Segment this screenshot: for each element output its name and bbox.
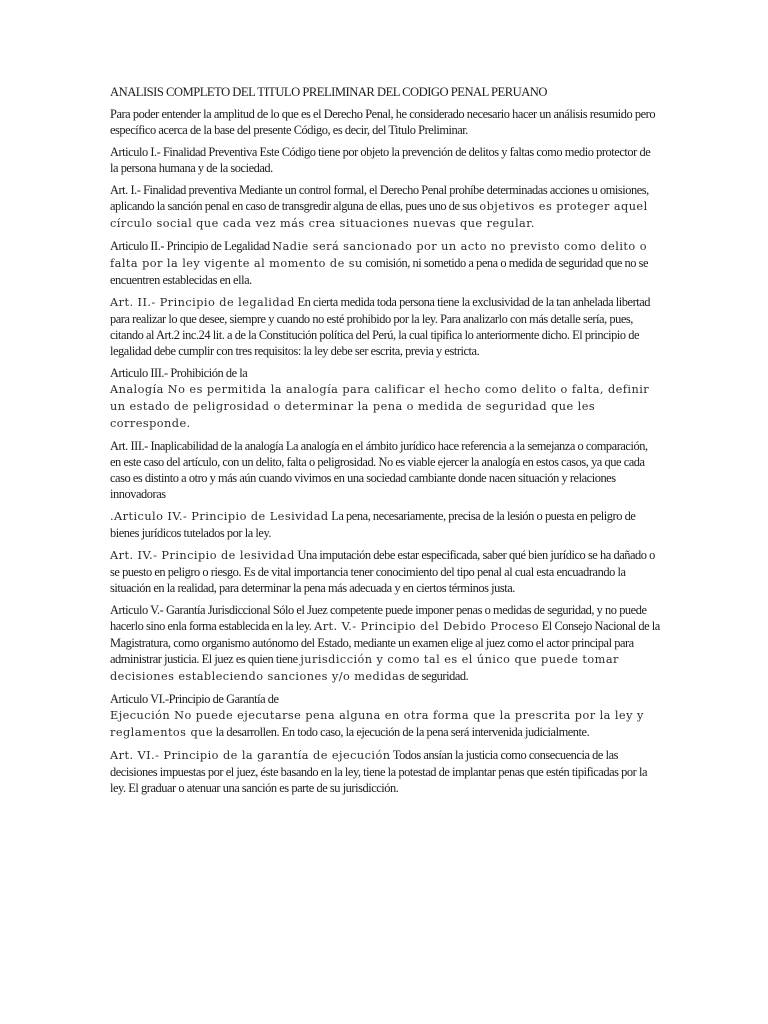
article-1-commentary	[110, 182, 660, 232]
article-1-commentary-wide: objetivos es proteger aquel círculo social que cada vez más crea situaciones nuevas que regular.	[110, 200, 648, 230]
article-3-text	[110, 365, 660, 432]
article-2-wide: Nadie será sancionado por un acto no previsto como delito o falta por la ley vigente al momento de su	[110, 240, 647, 270]
article-6-commentary-body: Todos ansían la justicia como consecuencia de las decisiones impuestas por el juez, éste basando en la ley, tiene la potestad de implantar penas que estén tipificadas por la ley. El graduar o atenuar una sanción es parte de su jurisdicción.	[110, 748, 648, 795]
article-1-text: Articulo I.- Finalidad Preventiva Este Código tiene por objeto la prevención de delitos y faltas como medio protector de la persona humana y de la sociedad.	[110, 145, 651, 175]
article-2-commentary	[110, 294, 660, 359]
article-4-body: La pena, necesariamente, precisa de la lesión o puesta en peligro de bienes jurídicos tutelados por la ley.	[110, 509, 636, 540]
article-5-commentary-tail: de seguridad.	[408, 669, 469, 683]
article-4-heading: .Articulo IV.- Principio de Lesividad	[110, 510, 329, 523]
article-4-commentary-body: Una imputación debe estar especificada, saber qué bien jurídico se ha dañado o se puesto en peligro o riesgo. Es de vital importancia tener conocimiento del tipo penal al cual esta encuadrando la situación en la realidad, para determinar la pena más adecuada y en ciertos términos justa.	[110, 548, 655, 595]
article-3-commentary: Art. III.- Inaplicabilidad de la analogía La analogía en el ámbito jurídico hace referencia a la semejanza o comparación, en este caso del artículo, con un delito, falta o peligrosidad. No es viable ejercer la analogía en estos casos, ya que cada caso es distinto a otro y más aún cuando vivimos en una sociedad cambiante donde nacen situación y relaciones innovadoras	[110, 439, 648, 501]
article-2-heading: Articulo II.- Principio de Legalidad	[110, 239, 270, 253]
article-2-commentary-heading: Art. II.- Principio de legalidad	[110, 296, 295, 309]
article-5-commentary-heading: Art. V.- Principio del Debido Proceso	[314, 620, 540, 633]
article-6-wide: Ejecución No puede ejecutarse pena alguna en otra forma que la prescrita por la ley y reglamentos que	[110, 709, 644, 739]
article-4-commentary	[110, 547, 660, 596]
document-page	[110, 84, 660, 802]
article-5-commentary-wide: jurisdicción y como tal es el único que puede tomar decisiones estableciendo sanciones y/o medidas	[110, 653, 619, 683]
article-2-text	[110, 238, 660, 288]
article-3-heading: Articulo III.- Prohibición de la	[110, 366, 248, 380]
article-5-body: Articulo V.- Garantía Jurisdiccional Sólo el Juez competente puede imponer penas o medidas de seguridad, y no puede hacerlo sino enla forma establecida en la ley.	[110, 603, 647, 633]
article-6-commentary	[110, 747, 660, 796]
article-1-commentary-lead: Art. I.- Finalidad preventiva Mediante un control formal, el Derecho Penal prohíbe determinadas acciones u omisiones, aplicando la sanción penal en caso de transgredir alguna de ellas, pues uno de sus	[110, 183, 649, 213]
article-5-text	[110, 602, 660, 685]
intro-paragraph: Para poder entender la amplitud de lo que es el Derecho Penal, he considerado necesario hacer un análisis resumido pero específico acerca de la base del presente Código, es decir, del Titulo Preliminar.	[110, 107, 656, 137]
article-4-text	[110, 508, 660, 541]
article-2-tail: comisión, ni sometido a pena o medida de seguridad que no se encuentren establecidas en ella.	[110, 256, 649, 287]
article-6-tail: la desarrollen. En todo caso, la ejecución de la pena será intervenida judicialmente.	[215, 725, 590, 739]
document-title: ANALISIS COMPLETO DEL TITULO PRELIMINAR DEL CODIGO PENAL PERUANO	[110, 85, 547, 99]
article-6-heading: Articulo VI.-Principio de Garantía de	[110, 692, 279, 706]
article-3-body: Analogía No es permitida la analogía para calificar el hecho como delito o falta, definir un estado de peligrosidad o determinar la pena o medida de seguridad que les corresponde.	[110, 383, 650, 430]
article-6-text	[110, 691, 660, 741]
article-5-commentary-body: El Consejo Nacional de la Magistratura, como organismo autónomo del Estado, mediante un examen elige al juez como el actor principal para administrar justicia. El juez es quien tiene	[110, 619, 660, 666]
article-2-commentary-body: En cierta medida toda persona tiene la exclusividad de la tan anhelada libertad para realizar lo que desee, siempre y cuando no esté prohibido por la ley. Para analizarlo con más detalle sería, pues, citando al Art.2 inc.24 lit. a de la Constitución política del Perú, la cual tipifica lo anteriormente dicho. El principio de legalidad debe cumplir con tres requisitos: la ley debe ser escrita, previa y estricta.	[110, 295, 651, 358]
article-4-commentary-heading: Art. IV.- Principio de lesividad	[110, 549, 295, 562]
article-6-commentary-heading: Art. VI.- Principio de la garantía de ejecución	[110, 749, 391, 762]
